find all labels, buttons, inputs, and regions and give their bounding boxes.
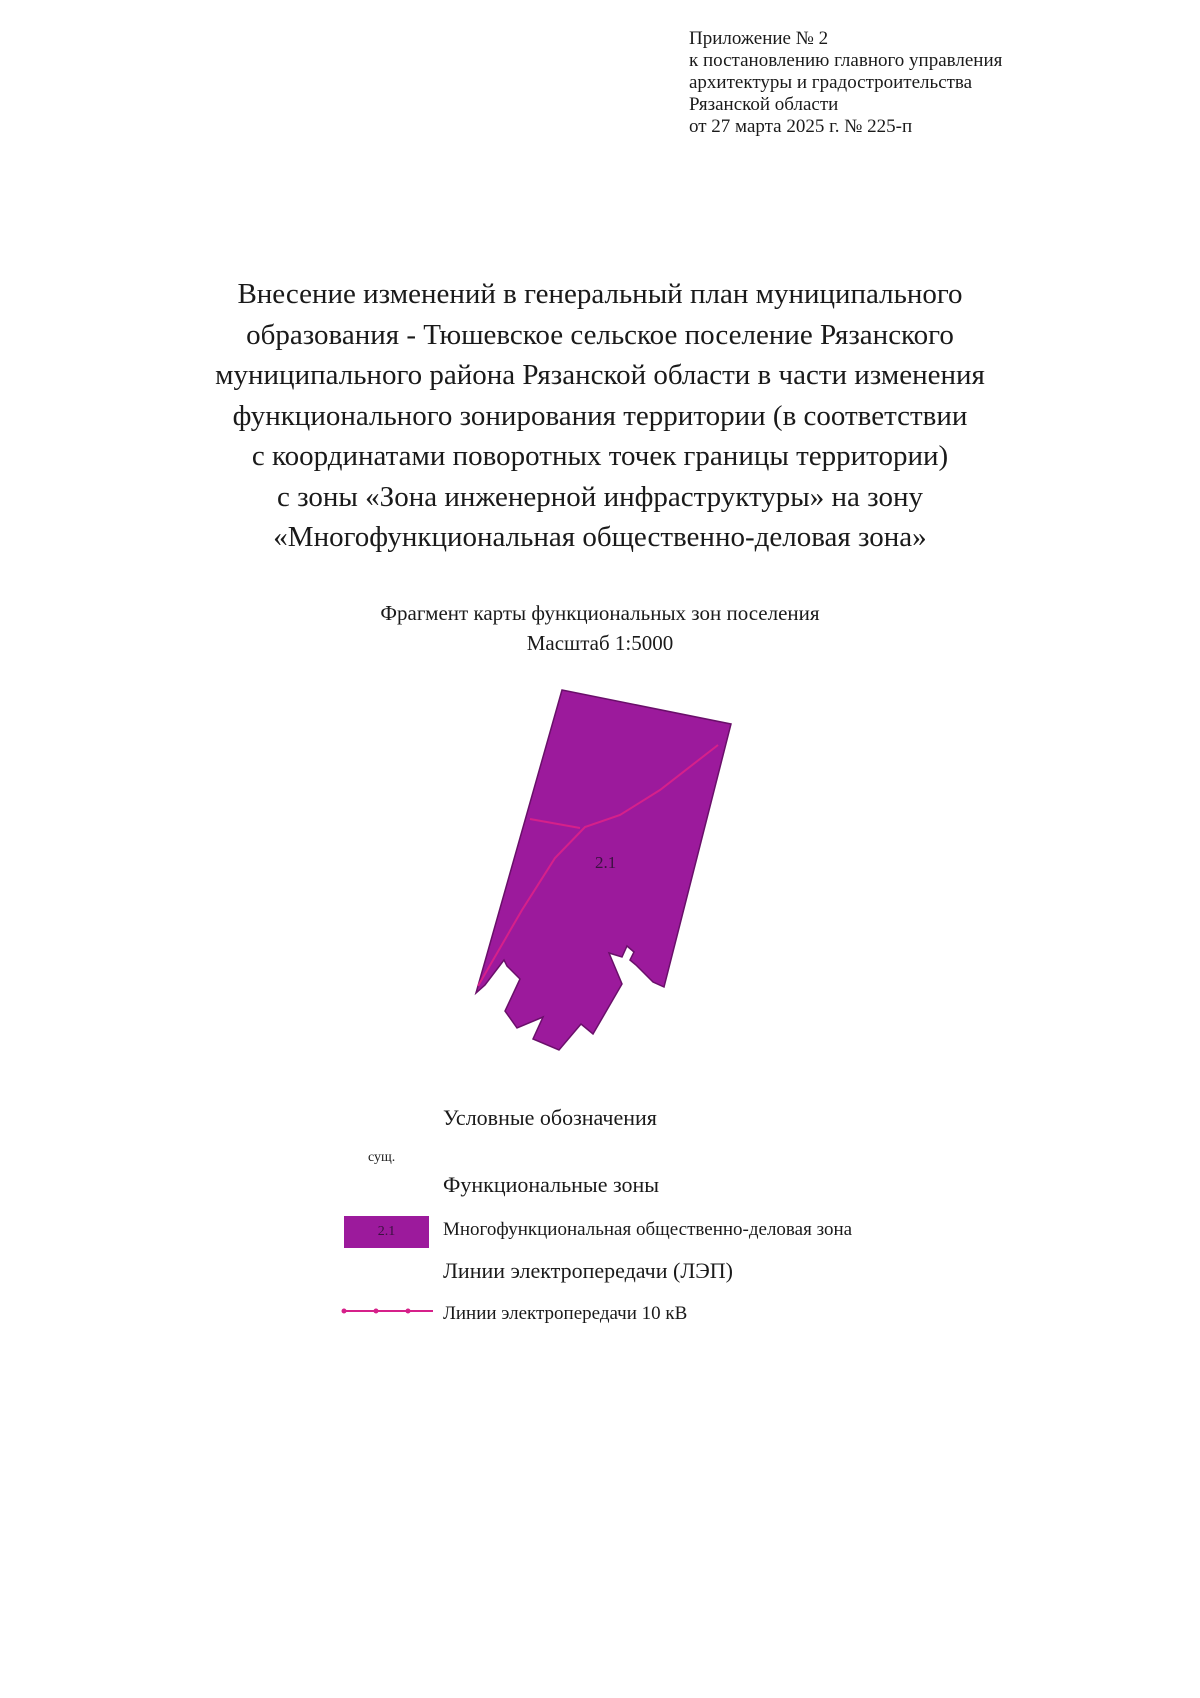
- title-line: образования - Тюшевское сельское поселение Рязанского: [246, 318, 954, 351]
- legend-line-sample: [340, 1303, 435, 1319]
- legend-swatch-zone: [344, 1216, 429, 1248]
- map-caption-title: Фрагмент карты функциональных зон поселения: [380, 601, 820, 625]
- legend-item-label: Многофункциональная общественно-деловая зона: [443, 1219, 853, 1240]
- legend-existing-label: сущ.: [368, 1150, 396, 1165]
- legend-swatch-label: 2.1: [377, 1224, 396, 1239]
- zone-label: 2.1: [595, 853, 617, 872]
- title-line: с зоны «Зона инженерной инфраструктуры» на зону: [277, 480, 923, 513]
- legend-heading: Условные обозначения: [443, 1105, 657, 1130]
- title-line: функционального зонирования территории (в соответствии: [232, 399, 968, 432]
- title-line: муниципального района Рязанской области в части изменения: [215, 359, 985, 391]
- map-scale: Масштаб 1:5000: [526, 631, 674, 655]
- appendix-line: от 27 марта 2025 г. № 225-п: [689, 116, 913, 137]
- legend-group-title: Линии электропередачи (ЛЭП): [443, 1258, 733, 1283]
- title-line: «Многофункциональная общественно-деловая зона»: [273, 521, 927, 553]
- appendix-line: архитектуры и градостроительства: [689, 72, 973, 93]
- legend-item-label: Линии электропередачи 10 кВ: [443, 1303, 688, 1324]
- title-line: с координатами поворотных точек границы территории): [251, 440, 949, 472]
- title-line: Внесение изменений в генеральный план муниципального: [237, 278, 963, 310]
- appendix-line: к постановлению главного управления: [689, 50, 1003, 71]
- legend-group-title: Функциональные зоны: [443, 1172, 660, 1197]
- appendix-line: Приложение № 2: [689, 28, 829, 49]
- appendix-line: Рязанской области: [689, 94, 839, 115]
